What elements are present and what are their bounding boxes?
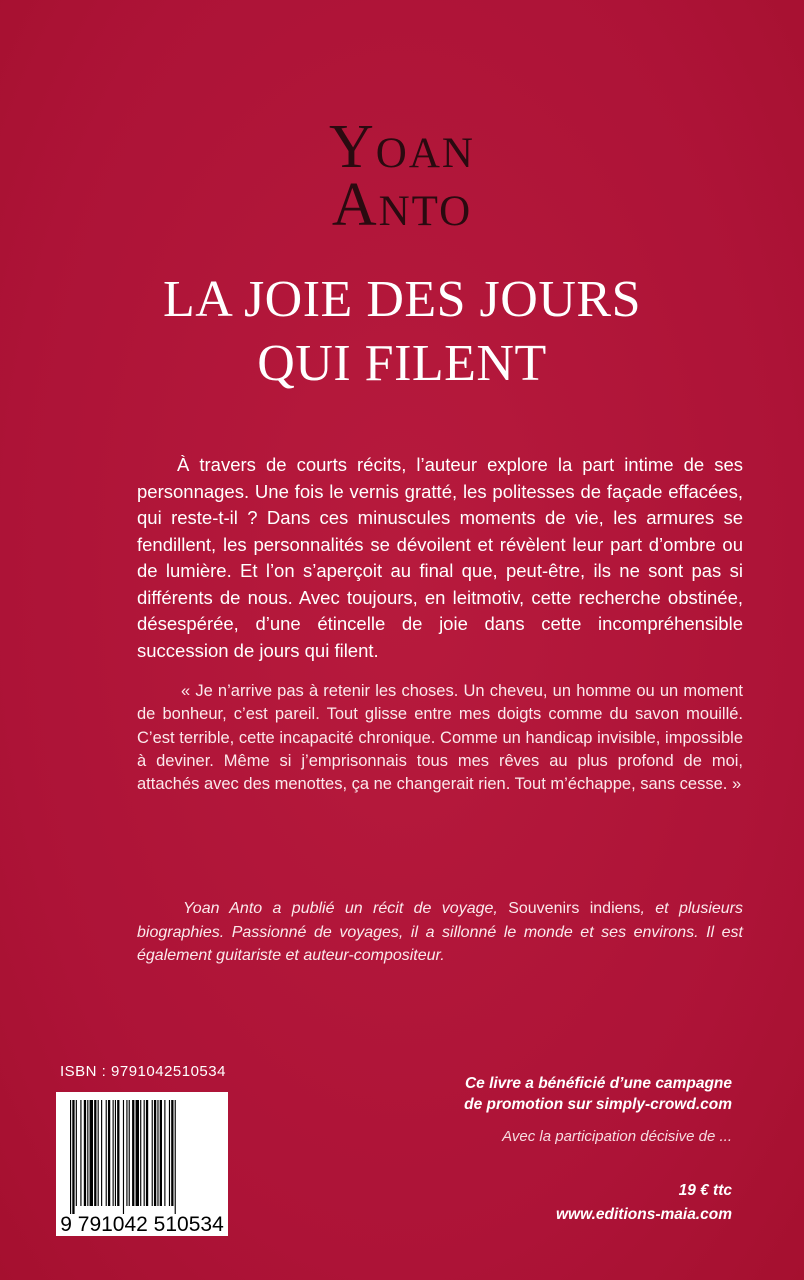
barcode-bar: [169, 1100, 170, 1206]
author-bio: [137, 897, 743, 968]
participation-text: Avec la participation décisive de ...: [502, 1128, 732, 1145]
barcode-bar: [164, 1100, 165, 1206]
barcode-bar: [140, 1100, 141, 1206]
barcode: [56, 1092, 228, 1236]
barcode-bar: [160, 1100, 162, 1206]
book-title-line-1: LA JOIE DES JOURS: [163, 271, 641, 328]
author-bio-part-1: Yoan Anto a publié un récit de voyage,: [183, 900, 498, 917]
author-bio-book-title: Souvenirs indiens: [497, 900, 641, 917]
promo-line-2: de promotion sur simply-crowd.com: [464, 1096, 732, 1113]
barcode-bar: [98, 1100, 99, 1206]
barcode-bar: [115, 1100, 116, 1206]
barcode-bar: [94, 1100, 96, 1206]
barcode-bar: [72, 1100, 74, 1214]
book-title-line-2: QUI FILENT: [257, 335, 547, 392]
author-first-name: Yoan: [329, 113, 475, 181]
author-last-name: Anto: [331, 171, 473, 239]
barcode-bar: [113, 1100, 114, 1206]
barcode-bar: [101, 1100, 102, 1206]
barcode-bar: [152, 1100, 153, 1206]
barcode-bar: [154, 1100, 156, 1206]
barcode-bar: [123, 1100, 124, 1214]
barcode-bar: [146, 1100, 148, 1206]
barcode-bar: [171, 1100, 173, 1206]
barcode-bar: [80, 1100, 81, 1206]
isbn-label: ISBN : 9791042510534: [60, 1063, 226, 1080]
barcode-bar: [87, 1100, 88, 1206]
barcode-bar: [106, 1100, 107, 1206]
barcode-bar: [157, 1100, 158, 1206]
barcode-bar: [129, 1100, 130, 1206]
barcode-bar: [144, 1100, 145, 1206]
author-bio-part-2: , et plusieurs biographies. Passionné de voyages, il a sillonné le monde et ses environs. Il est également guitariste et auteur-compositeur.: [137, 900, 743, 964]
barcode-bar: [84, 1100, 86, 1206]
barcode-bar: [132, 1100, 134, 1206]
barcode-bars: [56, 1092, 228, 1236]
barcode-bar: [70, 1100, 71, 1214]
barcode-bar: [90, 1100, 93, 1206]
barcode-bar: [136, 1100, 139, 1206]
barcode-digits: 9 791042 510534: [60, 1213, 224, 1236]
barcode-bar: [76, 1100, 77, 1206]
book-quote: « Je n’arrive pas à retenir les choses. Un cheveu, un homme ou un moment de bonheur, c’est pareil. Tout glisse entre mes doigts comme du savon mouillé. C’est terrible, cette incapacité chronique. Comme un handicap invisible, impossible à deviner. Même si j’emprisonnais tous mes rêves au plus profond de moi, attachés avec des menottes, ça ne changerait rien. Tout m’échappe, sans cesse. »: [137, 682, 743, 794]
barcode-bar: [108, 1100, 110, 1206]
barcode-bar: [175, 1100, 176, 1214]
promo-text: [412, 1073, 732, 1115]
barcode-bar: [126, 1100, 127, 1206]
publisher-website: www.editions-maia.com: [556, 1206, 732, 1223]
price: 19 € ttc: [678, 1182, 732, 1199]
book-summary: À travers de courts récits, l’auteur explore la part intime de ses personnages. Une fois le vernis gratté, les politesses de façade effacées, qui reste-t-il ? Dans ces minuscules moments de vie, les armures se fendillent, les personnalités se dévoilent et révèlent leur part d’ombre ou de lumière. Et l’on s’aperçoit au final que, peut-être, ils ne sont pas si différents de nous. Avec toujours, en leitmotiv, cette recherche obstinée, désespérée, d’une étincelle de joie dans cette incompréhensible succession de jours qui filent.: [137, 454, 743, 661]
barcode-bar: [117, 1100, 119, 1206]
promo-line-1: Ce livre a bénéficié d’une campagne: [464, 1075, 732, 1092]
